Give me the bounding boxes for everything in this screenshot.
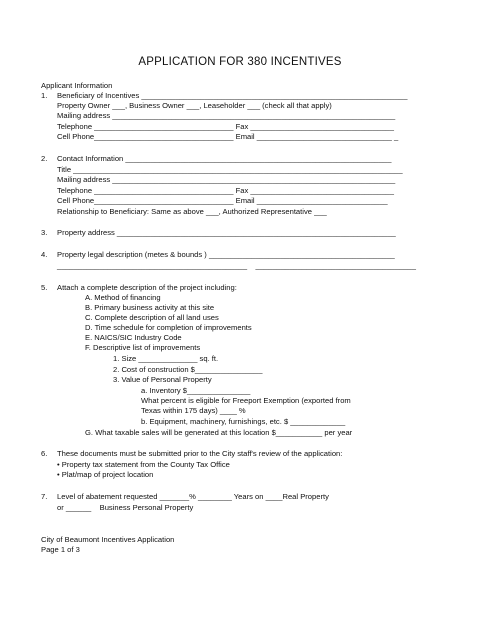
- list-item: • Property tax statement from the County Tax Office: [57, 460, 230, 469]
- list-item: E. NAICS/SIC Industry Code: [85, 333, 182, 342]
- legal-description-continuation[interactable]: _____________________________________________ ______________________________________: [57, 261, 416, 270]
- title-field[interactable]: Title ______________________________________________________________________________: [57, 165, 403, 174]
- documents-heading: These documents must be submitted prior to the City staff's review of the application:: [57, 449, 343, 458]
- inventory-field[interactable]: a. Inventory $_______________: [141, 386, 251, 395]
- telephone-fax-field[interactable]: Telephone _________________________________ Fax __________________________________: [57, 122, 394, 131]
- footer-text: City of Beaumont Incentives Application: [41, 535, 175, 544]
- business-personal-property-field[interactable]: or ______ Business Personal Property: [57, 503, 194, 512]
- mailing-address-field[interactable]: Mailing address ___________________________________________________________________: [57, 111, 396, 120]
- list-item: B. Primary business activity at this site: [85, 303, 215, 312]
- cell-email-field[interactable]: Cell Phone_________________________________ Email _______________________________: [57, 196, 388, 205]
- project-description-heading: Attach a complete description of the project including:: [57, 283, 237, 292]
- list-item: D. Time schedule for completion of improvements: [85, 323, 252, 332]
- item-number: 4.: [41, 250, 48, 259]
- beneficiary-field[interactable]: Beneficiary of Incentives _______________________________________________________________: [57, 91, 408, 100]
- freeport-percent-field[interactable]: Texas within 175 days) ____ %: [141, 406, 246, 415]
- item-number: 6.: [41, 449, 48, 458]
- equipment-field[interactable]: b. Equipment, machinery, furnishings, etc. $ _____________: [141, 417, 346, 426]
- mailing-address-field[interactable]: Mailing address ___________________________________________________________________: [57, 175, 396, 184]
- list-item: C. Complete description of all land uses: [85, 313, 219, 322]
- abatement-field[interactable]: Level of abatement requested _______% ________ Years on ____Real Property: [57, 492, 329, 501]
- legal-description-field[interactable]: Property legal description (metes & bounds ) ____________________________________________: [57, 250, 395, 259]
- list-item: • Plat/map of project location: [57, 470, 154, 479]
- item-number: 1.: [41, 91, 48, 100]
- list-item: F. Descriptive list of improvements: [85, 343, 201, 352]
- item-number: 7.: [41, 492, 48, 501]
- telephone-fax-field[interactable]: Telephone _________________________________ Fax __________________________________: [57, 186, 394, 195]
- list-item: 3. Value of Personal Property: [113, 375, 212, 384]
- list-item: A. Method of financing: [85, 293, 161, 302]
- page-number: Page 1 of 3: [41, 545, 80, 554]
- contact-information-field[interactable]: Contact Information _______________________________________________________________: [57, 154, 392, 163]
- item-number: 3.: [41, 228, 48, 237]
- taxable-sales-field[interactable]: G. What taxable sales will be generated at this location $___________ per year: [85, 428, 353, 437]
- relationship-field[interactable]: Relationship to Beneficiary: Same as above ___, Authorized Representative ___: [57, 207, 327, 216]
- section-heading: Applicant Information: [41, 81, 113, 90]
- construction-cost-field[interactable]: 2. Cost of construction $________________: [113, 365, 263, 374]
- size-field[interactable]: 1. Size ______________ sq. ft.: [113, 354, 219, 363]
- cell-email-field[interactable]: Cell Phone_________________________________ Email ________________________________ _: [57, 132, 399, 141]
- ownership-checkboxes[interactable]: Property Owner ___, Business Owner ___, Leaseholder ___ (check all that apply): [57, 101, 332, 110]
- property-address-field[interactable]: Property address __________________________________________________________________: [57, 228, 396, 237]
- freeport-note: What percent is eligible for Freeport Exemption (exported from: [141, 396, 351, 405]
- page-title: APPLICATION FOR 380 INCENTIVES: [138, 56, 342, 68]
- item-number: 5.: [41, 283, 48, 292]
- item-number: 2.: [41, 154, 48, 163]
